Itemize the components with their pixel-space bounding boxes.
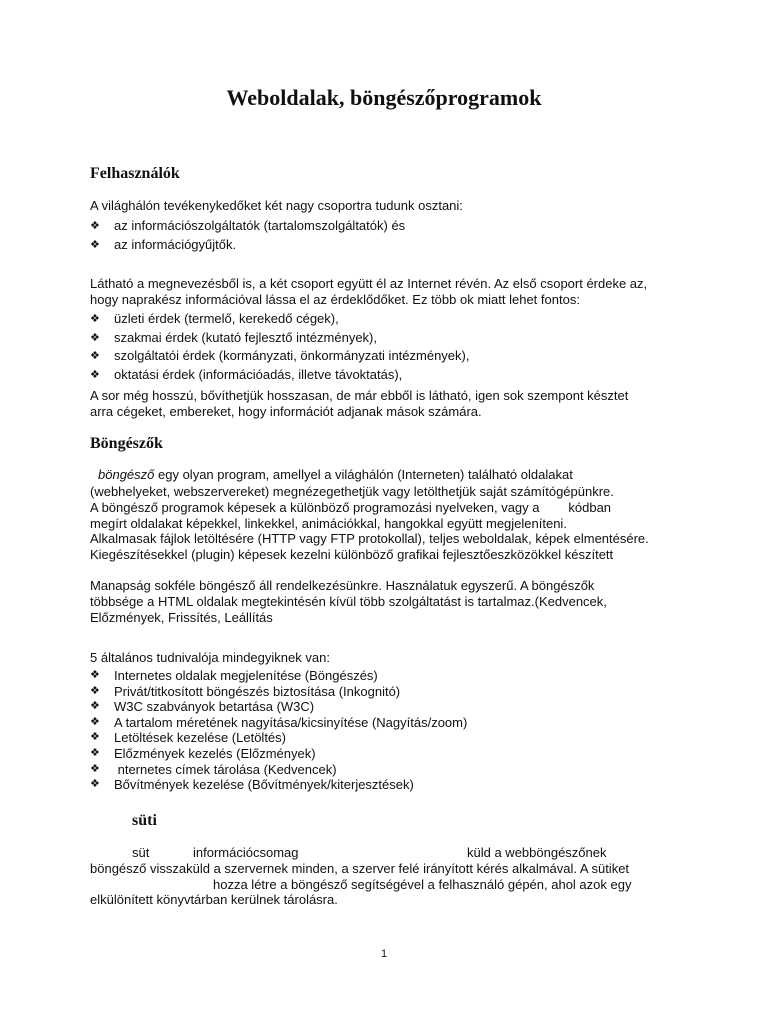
list-item: ❖ Privát/titkosított böngészés biztosítása (Inkognitó) xyxy=(90,683,401,699)
list-item: ❖ üzleti érdek (termelő, kerekedő cégek), xyxy=(90,310,469,329)
list-item: ❖ Előzmények kezelés (Előzmények) xyxy=(90,745,316,761)
suti-line1-a: süt xyxy=(132,845,150,860)
section-heading-suti: süti xyxy=(132,812,157,829)
list-item: ❖ az információgyűjtők. xyxy=(90,236,405,255)
suti-line1-b: információcsomag xyxy=(193,845,299,860)
list-item: ❖ oktatási érdek (információadás, illetve távoktatás), xyxy=(90,366,469,385)
diamond-bullet-icon: ❖ xyxy=(90,700,100,713)
diamond-bullet-icon: ❖ xyxy=(90,238,100,251)
page-title: Weboldalak, böngészőprogramok xyxy=(226,85,542,110)
section2-para1-line1: böngésző egy olyan program, amellyel a világhálón (Interneten) található oldalakat xyxy=(98,467,573,482)
suti-line3: hozza létre a böngésző segítségével a felhasználó gépén, ahol azok egy xyxy=(213,877,632,892)
diamond-bullet-icon: ❖ xyxy=(90,220,100,232)
section1-para2-line2: hogy naprakész információval lássa el az érdeklődőket. Ez több ok miatt lehet fontos: xyxy=(90,292,580,307)
section2-para1-line6: Kiegészítésekkel (plugin) képesek kezelni különböző grafikai fejlesztőeszközökkel készített xyxy=(90,547,614,562)
diamond-bullet-icon: ❖ xyxy=(90,778,100,791)
interests-list xyxy=(90,310,469,384)
section2-para1-line5: Alkalmasak fájlok letöltésére (HTTP vagy FTP protokollal), teljes weboldalak, képek elmentésére. xyxy=(90,531,649,546)
diamond-bullet-icon: ❖ xyxy=(90,350,100,362)
user-groups-list xyxy=(90,217,405,254)
features-intro: 5 általános tudnivalója mindegyiknek van: xyxy=(90,650,330,665)
diamond-bullet-icon: ❖ xyxy=(90,669,100,681)
list-item: ❖ Letöltések kezelése (Letöltés) xyxy=(90,730,286,746)
list-item: ❖ W3C szabványok betartása (W3C) xyxy=(90,699,315,715)
list-item: ❖ A tartalom méretének nagyítása/kicsinyítése (Nagyítás/zoom) xyxy=(90,714,468,730)
suti-line4: elkülönített könyvtárban kerülnek tárolásra. xyxy=(90,892,338,907)
section-heading-felhasznalok: Felhasználók xyxy=(90,165,180,182)
features-list xyxy=(90,668,467,793)
section2-para1-line3: A böngésző programok képesek a különböző programozási nyelveken, vagy a kódban xyxy=(90,500,612,515)
diamond-bullet-icon: ❖ xyxy=(90,368,100,381)
diamond-bullet-icon: ❖ xyxy=(90,746,100,759)
suti-line1-c: küld a webböngészőnek xyxy=(467,845,607,860)
list-item: ❖ szolgáltatói érdek (kormányzati, önkormányzati intézmények), xyxy=(90,347,469,366)
section2-para1-line2: (webhelyeket, webszervereket) megnézegethetjük vagy letölthetjük saját számítógépünkre. xyxy=(90,484,614,499)
list-item: ❖ Internetes oldalak megjelenítése (Böngészés) xyxy=(90,668,378,683)
section1-para3-line1: A sor még hosszú, bővíthetjük hosszasan, de már ebből is látható, igen sok szempont késztet xyxy=(90,388,629,403)
section1-intro: A világhálón tevékenykedőket két nagy csoportra tudunk osztani: xyxy=(90,198,463,213)
section1-para3-line2: arra cégeket, embereket, hogy információt adjanak mások számára. xyxy=(90,404,482,419)
section1-para2-line1: Látható a megnevezésből is, a két csoport együtt él az Internet révén. Az első csoport érdeke az, xyxy=(90,276,648,291)
diamond-bullet-icon: ❖ xyxy=(90,331,100,344)
list-item: ❖ nternetes címek tárolása (Kedvencek) xyxy=(90,761,337,777)
section2-para2-line3: Előzmények, Frissítés, Leállítás xyxy=(90,610,273,625)
section-heading-bongeszok: Böngészők xyxy=(90,435,163,452)
diamond-bullet-icon: ❖ xyxy=(90,731,100,744)
section2-para2-line2: többsége a HTML oldalak megtekintésén kívül több szolgáltatást is tartalmaz.(Kedvencek, xyxy=(90,594,607,609)
diamond-bullet-icon: ❖ xyxy=(90,762,100,775)
section2-para1-line4: megírt oldalakat képekkel, linkekkel, animációkkal, hangokkal együtt megjeleníteni. xyxy=(90,516,567,531)
section2-para2-line1: Manapság sokféle böngésző áll rendelkezésünkre. Használatuk egyszerű. A böngészők xyxy=(90,578,595,593)
diamond-bullet-icon: ❖ xyxy=(90,684,100,697)
diamond-bullet-icon: ❖ xyxy=(90,715,100,728)
page-number: 1 xyxy=(380,948,388,960)
suti-line2: böngésző visszaküld a szervernek minden, a szerver felé irányított kérés alkalmával. A sütiket xyxy=(90,861,630,876)
list-item: ❖ szakmai érdek (kutató fejlesztő intézmények), xyxy=(90,329,469,348)
diamond-bullet-icon: ❖ xyxy=(90,313,100,325)
list-item: ❖ az információszolgáltatók (tartalomszolgáltatók) és xyxy=(90,217,405,236)
list-item: ❖ Bővítmények kezelése (Bővítmények/kiterjesztések) xyxy=(90,777,414,793)
